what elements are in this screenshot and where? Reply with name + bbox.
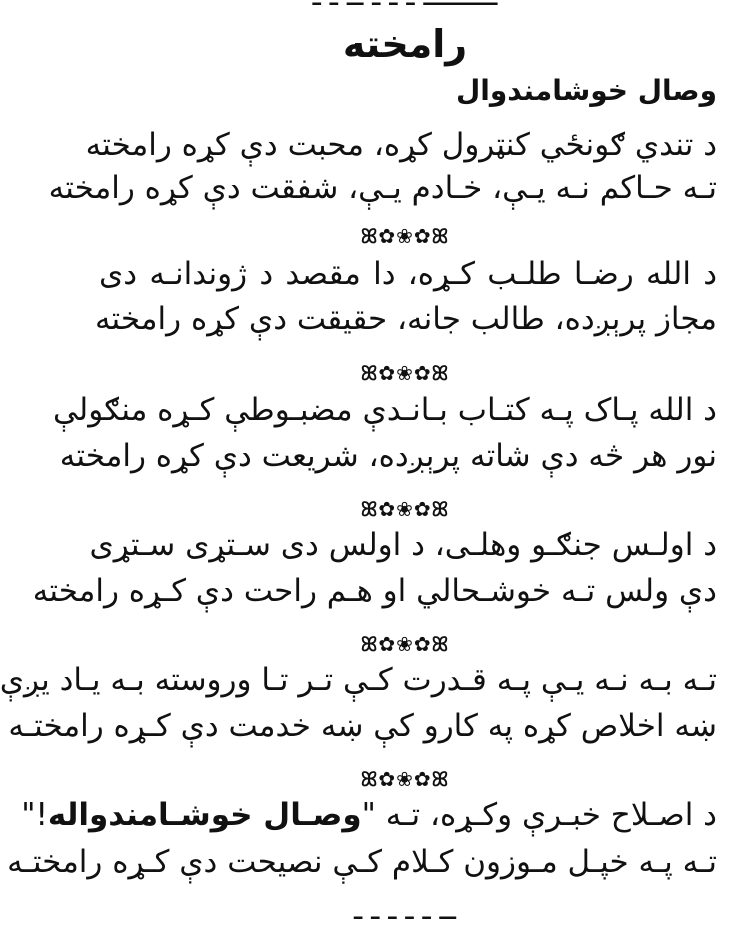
stanza2-line1: د الله رضـا طلـب کـړه، دا مقصد د ژوندانـه دی [99,256,717,292]
stanza5-line1: تـه بـه نـه یـې پـه قـدرت کـې تـر تـا وروسته بـه یـاد یږې [0,662,717,698]
stanza6-line1 [21,793,717,837]
cut-off-top-line [61,0,749,10]
stanza3-line1: د الله پـاک پـه کتـاب بـانـدې مضبـوطې کـړه منګولې [52,392,717,428]
poem-title: رامخته [342,22,468,66]
ornament-divider-3: ꕤ✿❀✿ꕤ [360,497,450,521]
ornament-divider-5: ꕤ✿❀✿ꕤ [360,767,450,791]
poem-author: وصال خوشامندوال [455,74,717,107]
stanza6-line1-start: د اصـلاح خبـرې وکـړه، تـه " [361,797,717,833]
ornament-divider-4: ꕤ✿❀✿ꕤ [360,632,450,656]
stanza2-line2: مجاز پرېږده، طالب جانه، حقیقت دې کړه رامخته [94,301,717,337]
stanza4-line2: دې ولس تـه خوشـحالي او هـم راحت دې کـړه رامخته [32,573,717,609]
stanza1-line2: تـه حـاکم نـه یـې، خـادم یـې، شفقت دې کړه رامخته [48,170,717,206]
ornament-divider-2: ꕤ✿❀✿ꕤ [360,361,450,385]
stanza6-line2: تـه پـه خپـل مـوزون کـلام کـې نصیحت دې کـړه رامختـه [7,844,717,880]
cut-off-bottom-line: ــ ـ ـ ـ ـ ـ [354,893,456,926]
stanza6-poet-name: وصـال خوشـامندواله [47,797,362,833]
stanza5-line2: ښه اخلاص کړه په کارو کې ښه خدمت دې کـړه رامختـه [8,708,717,744]
ornament-divider-1: ꕤ✿❀✿ꕤ [360,224,450,248]
stanza4-line1: د اولـس جنګـو وهلـی، د اولس دی سـتړی سـتړی [89,527,717,563]
stanza3-line2: نور هر څه دې شاته پرېږده، شریعت دې کړه رامخته [59,438,717,474]
stanza6-line1-end: !" [21,797,48,833]
stanza1-line1: د تندي ګونځي کنټرول کړه، محبت دې کړه رامخته [85,127,717,163]
